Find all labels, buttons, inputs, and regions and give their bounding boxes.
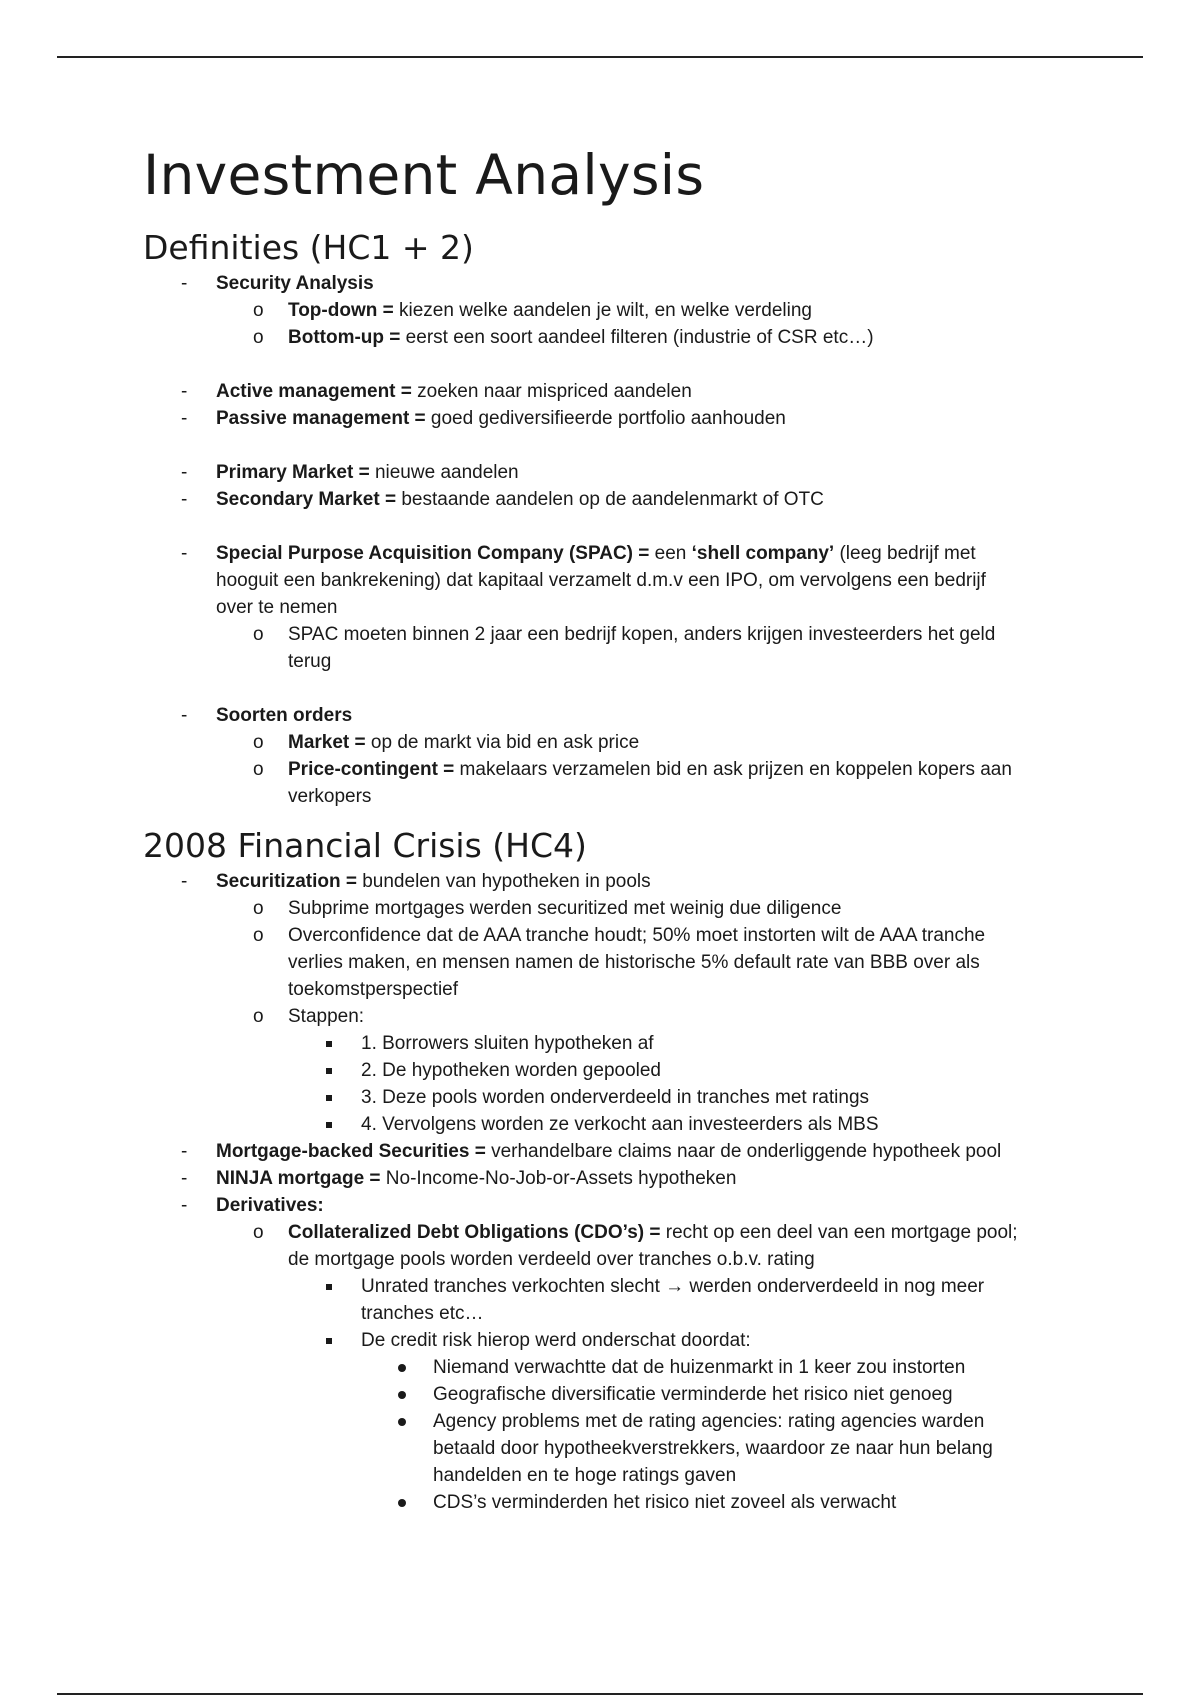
definition-text: recht op een deel van een mortgage pool; bbox=[660, 1222, 1018, 1243]
dash-bullet: - bbox=[181, 273, 188, 294]
definition-text: Niemand verwachtte dat de huizenmarkt in 1 keer zou instorten bbox=[433, 1357, 966, 1378]
dash-bullet: - bbox=[181, 462, 188, 483]
term-spac: Special Purpose Acquisition Company (SPAC) = bbox=[216, 543, 650, 564]
definition-text: Agency problems met de rating agencies: rating agencies warden bbox=[433, 1411, 985, 1432]
list-item bbox=[143, 1219, 1063, 1246]
round-bullet bbox=[398, 1364, 406, 1372]
definition-text: nieuwe aandelen bbox=[369, 462, 519, 483]
list-item bbox=[143, 1003, 1063, 1030]
term-price-contingent: Price-contingent = bbox=[288, 759, 455, 780]
round-bullet bbox=[398, 1418, 406, 1426]
dash-bullet: - bbox=[181, 1195, 188, 1216]
dash-bullet: - bbox=[181, 705, 188, 726]
list-item-continuation: handelden en te hoge ratings gaven bbox=[433, 1465, 737, 1486]
document-body bbox=[143, 140, 1063, 1516]
list-item bbox=[143, 1354, 1063, 1381]
list-item bbox=[143, 378, 1063, 405]
definition-text: op de markt via bid en ask price bbox=[365, 732, 640, 753]
list-item bbox=[143, 756, 1063, 783]
list-item bbox=[143, 868, 1063, 895]
definition-text: Overconfidence dat de AAA tranche houdt; 50% moet instorten wilt de AAA tranche bbox=[288, 925, 986, 946]
square-bullet bbox=[326, 1068, 332, 1074]
list-item bbox=[143, 1084, 1063, 1111]
term-secondary-market: Secondary Market = bbox=[216, 489, 397, 510]
list-item bbox=[143, 1327, 1063, 1354]
definition-text: Geografische diversificatie verminderde het risico niet genoeg bbox=[433, 1384, 953, 1405]
definition-text: bestaande aandelen op de aandelenmarkt of OTC bbox=[396, 489, 824, 510]
list-item bbox=[143, 459, 1063, 486]
circle-bullet: o bbox=[253, 1222, 264, 1243]
term-cdo: Collateralized Debt Obligations (CDO’s) = bbox=[288, 1222, 661, 1243]
list-item bbox=[143, 702, 1063, 729]
list-item bbox=[143, 1138, 1063, 1165]
definition-text: De credit risk hierop werd onderschat doordat: bbox=[361, 1330, 751, 1351]
list-item-continuation: betaald door hypotheekverstrekkers, waardoor ze naar hun belang bbox=[433, 1438, 993, 1459]
dash-bullet: - bbox=[181, 543, 188, 564]
section-heading-definities: Definities (HC1 + 2) bbox=[143, 228, 474, 267]
definition-text: bundelen van hypotheken in pools bbox=[356, 871, 651, 892]
list-item-continuation: verlies maken, en mensen namen de historische 5% default rate van BBB over als bbox=[288, 952, 980, 973]
definition-text: goed gediversifieerde portfolio aanhouden bbox=[425, 408, 786, 429]
list-item bbox=[143, 1165, 1063, 1192]
circle-bullet: o bbox=[253, 300, 264, 321]
square-bullet bbox=[326, 1338, 332, 1344]
list-item bbox=[143, 1381, 1063, 1408]
list-item-continuation: hooguit een bankrekening) dat kapitaal verzamelt d.m.v een IPO, om vervolgens een bedrijf bbox=[216, 570, 986, 591]
term-bottom-up: Bottom-up = bbox=[288, 327, 401, 348]
square-bullet bbox=[326, 1284, 332, 1290]
circle-bullet: o bbox=[253, 732, 264, 753]
term-mbs: Mortgage-backed Securities = bbox=[216, 1141, 486, 1162]
list-item bbox=[143, 1111, 1063, 1138]
list-item-continuation: terug bbox=[288, 651, 332, 672]
step-text: 2. De hypotheken worden gepooled bbox=[361, 1060, 662, 1081]
document-title: Investment Analysis bbox=[143, 143, 705, 207]
term-primary-market: Primary Market = bbox=[216, 462, 370, 483]
term-active-management: Active management = bbox=[216, 381, 412, 402]
list-item bbox=[143, 1030, 1063, 1057]
term-security-analysis: Security Analysis bbox=[216, 273, 374, 294]
list-item bbox=[143, 895, 1063, 922]
term-passive-management: Passive management = bbox=[216, 408, 426, 429]
definition-text: eerst een soort aandeel filteren (industrie of CSR etc…) bbox=[400, 327, 874, 348]
step-text: 1. Borrowers sluiten hypotheken af bbox=[361, 1033, 654, 1054]
dash-bullet: - bbox=[181, 381, 188, 402]
term-top-down: Top-down = bbox=[288, 300, 394, 321]
list-item bbox=[143, 324, 1063, 351]
list-item bbox=[143, 1192, 1063, 1219]
term-securitization: Securitization = bbox=[216, 871, 357, 892]
list-item-continuation: tranches etc… bbox=[361, 1303, 484, 1324]
definition-text: (leeg bedrijf met bbox=[834, 543, 976, 564]
term-soorten-orders: Soorten orders bbox=[216, 705, 353, 726]
circle-bullet: o bbox=[253, 925, 264, 946]
top-rule bbox=[57, 56, 1143, 58]
term-derivatives: Derivatives: bbox=[216, 1195, 324, 1216]
circle-bullet: o bbox=[253, 624, 264, 645]
bottom-rule bbox=[57, 1693, 1143, 1695]
definition-text: Stappen: bbox=[288, 1006, 365, 1027]
list-item bbox=[143, 405, 1063, 432]
definition-text: kiezen welke aandelen je wilt, en welke verdeling bbox=[393, 300, 812, 321]
definition-text: CDS’s verminderden het risico niet zoveel als verwacht bbox=[433, 1492, 897, 1513]
dash-bullet: - bbox=[181, 871, 188, 892]
list-item bbox=[143, 297, 1063, 324]
list-item-continuation: over te nemen bbox=[216, 597, 338, 618]
definition-text: Unrated tranches verkochten slecht → werden onderverdeeld in nog meer bbox=[361, 1276, 985, 1297]
list-item bbox=[143, 540, 1063, 567]
step-text: 3. Deze pools worden onderverdeeld in tranches met ratings bbox=[361, 1087, 870, 1108]
list-item bbox=[143, 1273, 1063, 1300]
list-item bbox=[143, 486, 1063, 513]
square-bullet bbox=[326, 1122, 332, 1128]
definition-text: No-Income-No-Job-or-Assets hypotheken bbox=[380, 1168, 737, 1189]
list-item bbox=[143, 1057, 1063, 1084]
section-heading-financial-crisis: 2008 Financial Crisis (HC4) bbox=[143, 826, 587, 865]
list-item bbox=[143, 922, 1063, 949]
term-market: Market = bbox=[288, 732, 366, 753]
circle-bullet: o bbox=[253, 327, 264, 348]
dash-bullet: - bbox=[181, 1168, 188, 1189]
list-item bbox=[143, 729, 1063, 756]
list-item-continuation: verkopers bbox=[288, 786, 372, 807]
round-bullet bbox=[398, 1391, 406, 1399]
square-bullet bbox=[326, 1041, 332, 1047]
square-bullet bbox=[326, 1095, 332, 1101]
step-text: 4. Vervolgens worden ze verkocht aan investeerders als MBS bbox=[361, 1114, 879, 1135]
list-item bbox=[143, 270, 1063, 297]
list-item bbox=[143, 1489, 1063, 1516]
round-bullet bbox=[398, 1499, 406, 1507]
circle-bullet: o bbox=[253, 759, 264, 780]
list-item-continuation: de mortgage pools worden verdeeld over tranches o.b.v. rating bbox=[288, 1249, 815, 1270]
term-shell-company: ‘shell company’ bbox=[691, 543, 835, 564]
definition-text: een bbox=[649, 543, 692, 564]
definition-text: verhandelbare claims naar de onderliggende hypotheek pool bbox=[485, 1141, 1002, 1162]
definition-text: SPAC moeten binnen 2 jaar een bedrijf kopen, anders krijgen investeerders het geld bbox=[288, 624, 996, 645]
circle-bullet: o bbox=[253, 1006, 264, 1027]
list-item bbox=[143, 621, 1063, 648]
definition-text: makelaars verzamelen bid en ask prijzen en koppelen kopers aan bbox=[454, 759, 1012, 780]
definition-text: zoeken naar mispriced aandelen bbox=[411, 381, 692, 402]
term-ninja-mortgage: NINJA mortgage = bbox=[216, 1168, 381, 1189]
circle-bullet: o bbox=[253, 898, 264, 919]
dash-bullet: - bbox=[181, 489, 188, 510]
dash-bullet: - bbox=[181, 408, 188, 429]
dash-bullet: - bbox=[181, 1141, 188, 1162]
list-item-continuation: toekomstperspectief bbox=[288, 979, 459, 1000]
definition-text: Subprime mortgages werden securitized met weinig due diligence bbox=[288, 898, 842, 919]
list-item bbox=[143, 1408, 1063, 1435]
